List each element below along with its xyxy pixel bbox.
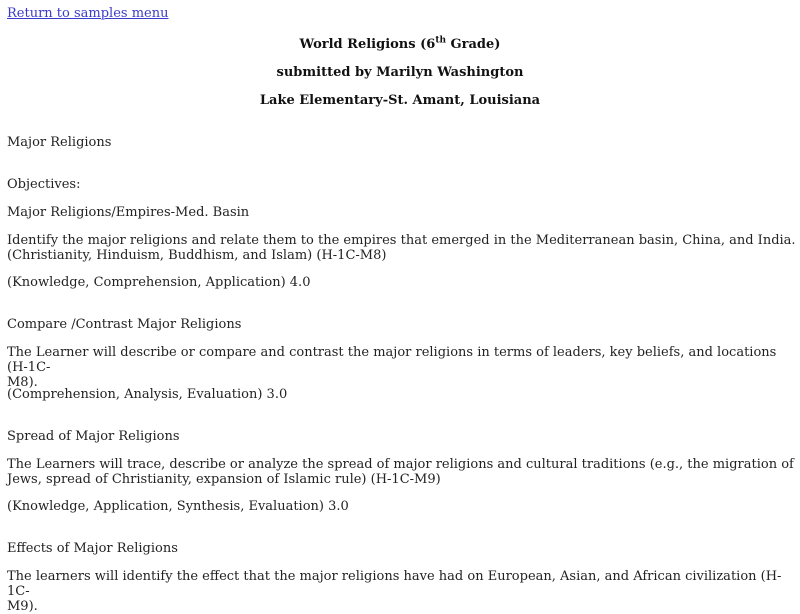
objective-description	[7, 345, 797, 390]
objective-title: Compare /Contrast Major Religions	[7, 317, 242, 332]
objective-description-line: The learners will identify the effect that the major religions have had on European, Asian, and African civilization (H-1C-	[7, 569, 782, 599]
title-suffix: Grade)	[446, 37, 501, 52]
objective-levels: (Comprehension, Analysis, Evaluation) 3.0	[7, 387, 288, 402]
objective-description-line: M8).	[7, 375, 38, 390]
objective-title: Major Religions/Empires-Med. Basin	[7, 205, 250, 220]
objective-description	[7, 569, 797, 614]
objective-title: Spread of Major Religions	[7, 429, 180, 444]
objective-levels: (Knowledge, Application, Synthesis, Evaluation) 3.0	[7, 499, 349, 514]
objective-description-line: M9).	[7, 599, 38, 614]
objective-title: Effects of Major Religions	[7, 541, 178, 556]
school-line: Lake Elementary-St. Amant, Louisiana	[259, 93, 541, 108]
objective-description	[7, 457, 797, 487]
objective-description-line: Jews, spread of Christianity, expansion of Islamic rule) (H-1C-M9)	[7, 472, 441, 487]
objective-description-line: (Christianity, Hinduism, Buddhism, and Islam) (H-1C-M8)	[7, 248, 387, 263]
objective-levels: (Knowledge, Comprehension, Application) 4.0	[7, 275, 311, 290]
author-line: submitted by Marilyn Washington	[276, 65, 524, 80]
title-superscript: th	[435, 35, 447, 46]
objective-description	[7, 233, 797, 263]
section-title: Major Religions	[7, 135, 112, 150]
title-prefix: World Religions (6	[299, 37, 436, 52]
objective-description-line: The Learners will trace, describe or analyze the spread of major religions and cultural traditions (e.g., the migration of	[7, 457, 794, 472]
objectives-label: Objectives:	[7, 177, 81, 192]
page-title	[0, 37, 800, 52]
return-to-samples-link[interactable]: Return to samples menu	[7, 6, 169, 21]
objective-description-line: Identify the major religions and relate them to the empires that emerged in the Mediterranean basin, China, and India.	[7, 233, 796, 248]
objective-description-line: The Learner will describe or compare and contrast the major religions in terms of leaders, key beliefs, and locations (H-1C-	[7, 345, 777, 375]
